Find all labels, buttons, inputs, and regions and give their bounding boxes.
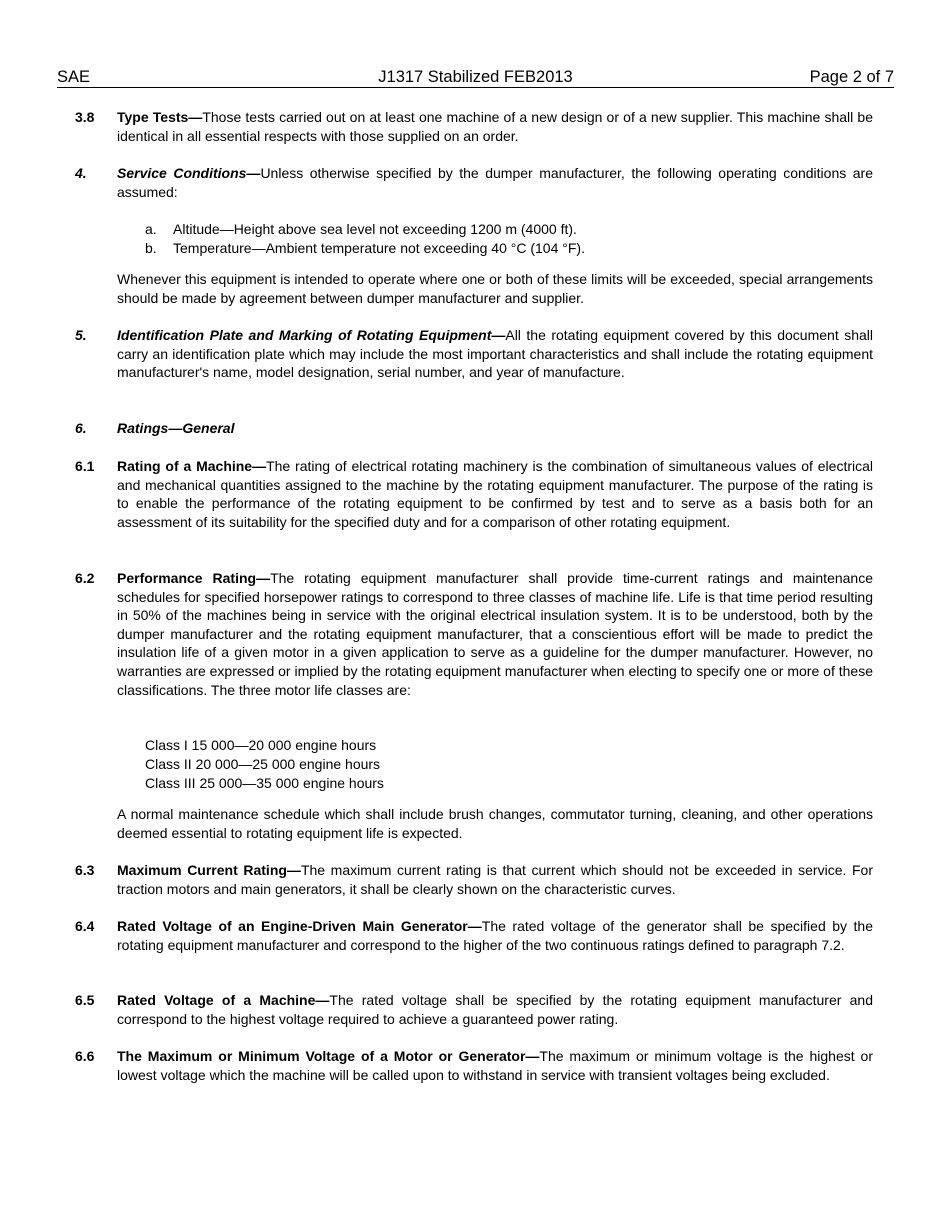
section-text: The rated voltage shall be specified by the rotating equipment manufacturer and correspond to the highest voltage required to achieve a guaranteed power rating.: [117, 992, 874, 1027]
section-number: 6.4: [75, 918, 95, 934]
list-item-label: b.: [145, 240, 157, 256]
section-body: [117, 326, 873, 382]
section-body: [117, 991, 873, 1028]
section-6-2-followup: A normal maintenance schedule which shall include brush changes, commutator turning, cleaning, and other operations deemed essential to rotating equipment life is expected.: [117, 806, 873, 841]
section-number: 6.6: [75, 1048, 95, 1064]
section-6-6: [75, 1047, 873, 1084]
section-text: The maximum or minimum voltage is the highest or lowest voltage which the machine will be called upon to withstand in service with transient voltages being excluded.: [117, 1048, 873, 1083]
section-number: 6.: [75, 420, 87, 436]
life-class-item: Class I 15 000—20 000 engine hours: [145, 737, 377, 753]
section-number: 6.5: [75, 992, 95, 1008]
section-number: 6.1: [75, 458, 95, 474]
section-title: Rated Voltage of a Machine—: [117, 992, 330, 1008]
section-number: 5.: [75, 327, 87, 343]
section-body: [117, 917, 873, 954]
section-6-2: [75, 569, 873, 699]
section-body: [117, 569, 873, 699]
section-body: [117, 861, 873, 898]
header-doc-id: J1317 Stabilized FEB2013: [378, 68, 573, 86]
section-4: [75, 164, 873, 201]
life-class-item: Class III 25 000—35 000 engine hours: [145, 775, 384, 791]
page-header: [57, 68, 894, 88]
section-body: [117, 419, 873, 438]
life-class-item: Class II 20 000—25 000 engine hours: [145, 756, 381, 772]
section-title: Rated Voltage of an Engine-Driven Main Generator—: [117, 918, 482, 934]
section-text: Unless otherwise specified by the dumper manufacturer, the following operating conditions are assumed:: [117, 165, 873, 200]
section-4-followup: Whenever this equipment is intended to operate where one or both of these limits will be exceeded, special arrangements should be made by agreement between dumper manufacturer and supplier.: [117, 271, 873, 306]
section-6-3: [75, 861, 873, 898]
header-page-number: Page 2 of 7: [809, 68, 894, 86]
section-title: Rating of a Machine—: [117, 458, 267, 474]
section-title: Performance Rating—: [117, 570, 271, 586]
section-6-4: [75, 917, 873, 954]
section-title: Ratings—General: [117, 420, 235, 436]
section-6-5: [75, 991, 873, 1028]
section-text: The maximum current rating is that current which should not be exceeded in service. For traction motors and main generators, it shall be clearly shown on the characteristic curves.: [117, 862, 873, 897]
section-title: The Maximum or Minimum Voltage of a Motor or Generator—: [117, 1048, 540, 1064]
list-item-label: a.: [145, 221, 157, 237]
section-text: The rated voltage of the generator shall be specified by the rotating equipment manufacturer and correspond to the higher of the two continuous ratings defined to paragraph 7.2.: [117, 918, 874, 953]
section-body: [117, 164, 873, 201]
section-title: Service Conditions—: [117, 165, 261, 181]
section-title: Identification Plate and Marking of Rotating Equipment—: [117, 327, 506, 343]
section-3-8: [75, 108, 873, 145]
section-number: 4.: [75, 165, 87, 181]
section-6: [75, 419, 873, 438]
section-body: [117, 457, 873, 531]
header-org: SAE: [57, 68, 91, 86]
section-text: The rating of electrical rotating machinery is the combination of simultaneous values of electrical and mechanical quantities assigned to the machine by the rotating equipment manufacturer. The purpose of the rating is to enable the performance of the rotating equipment to be confirmed by test and to serve as a basis both for an assessment of its suitability for the specified duty and for a comparison of other rotating equipment.: [117, 458, 873, 530]
list-item-text: Altitude—Height above sea level not exceeding 1200 m (4000 ft).: [173, 221, 577, 237]
section-text: The rotating equipment manufacturer shall provide time-current ratings and maintenance schedules for specified horsepower ratings to correspond to three classes of machine life. Life is that time period resulting in 50% of the machines being in service with the original electrical insulation system. It is to be understood, both by the dumper manufacturer and the rotating equipment manufacturer, that a conscientious effort will be made to predict the insulation life of a given motor in a given application to serve as a guideline for the dumper manufacturer. However, no warranties are expressed or implied by the rotating equipment manufacturer when electing to specify one or more of these classifications. The three motor life classes are:: [117, 570, 873, 698]
section-title: Type Tests—: [117, 109, 203, 125]
section-5: [75, 326, 873, 382]
section-number: 3.8: [75, 109, 95, 125]
section-body: [117, 1047, 873, 1084]
section-number: 6.2: [75, 570, 95, 586]
section-text: Those tests carried out on at least one machine of a new design or of a new supplier. This machine shall be identical in all essential respects with those supplied on an order.: [117, 109, 873, 144]
section-text: All the rotating equipment covered by this document shall carry an identification plate which may include the most important characteristics and shall include the rotating equipment manufacturer's name, model designation, serial number, and year of manufacture.: [117, 327, 873, 381]
section-body: [117, 108, 873, 145]
section-title: Maximum Current Rating—: [117, 862, 301, 878]
section-6-1: [75, 457, 873, 531]
section-number: 6.3: [75, 862, 95, 878]
list-item-text: Temperature—Ambient temperature not exceeding 40 °C (104 °F).: [173, 240, 585, 256]
